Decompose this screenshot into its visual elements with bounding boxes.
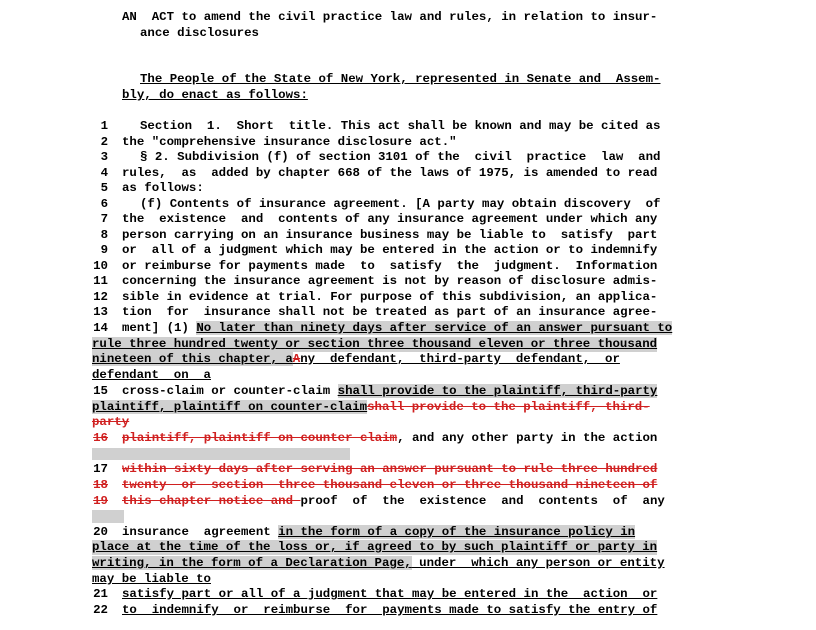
inserted-text-continuation: rule three hundred twenty or section three thousand eleven or three thousand (92, 337, 658, 351)
text-line-7: the existence and contents of any insurance agreement under which any (122, 212, 658, 226)
text-line-3: § 2. Subdivision (f) of section 3101 of the civil practice law and (140, 150, 661, 164)
highlight-block (92, 510, 124, 523)
inserted-text: plaintiff, plaintiff on counter-claim (92, 400, 368, 414)
inserted-text-continuation (92, 352, 620, 367)
line-number: 1 (100, 119, 108, 133)
line-number: 21 (93, 587, 108, 601)
line-number: 7 (100, 212, 108, 226)
text-segment: under which any person or entity (411, 556, 665, 570)
enacting-clause-line-1: The People of the State of New York, represented in Senate and Assem- (140, 72, 661, 86)
text-line-1: Section 1. Short title. This act shall be known and may be cited as (140, 119, 661, 133)
line-number: 10 (93, 259, 108, 273)
inserted-text-continuation (92, 556, 665, 571)
bill-title-line-1: AN ACT to amend the civil practice law and rules, in relation to insur- (122, 10, 658, 24)
line-number: 11 (93, 274, 108, 288)
text-line-11: concerning the insurance agreement is not by reason of disclosure admis- (122, 274, 658, 288)
text-line-22: to indemnify or reimburse for payments made to satisfy the entry of (122, 603, 658, 617)
text-line-9: or all of a judgment which may be entered in the action or to indemnify (122, 243, 658, 257)
inserted-text: ny defendant, third-party defendant, or (300, 352, 620, 366)
deleted-text: shall provide to the plaintiff, third- (367, 400, 650, 414)
text-line-15-continuation (92, 400, 650, 415)
line-number: 6 (100, 197, 108, 211)
text-segment: ment] (1) (122, 321, 197, 335)
text-line-2: the "comprehensive insurance disclosure act." (122, 135, 457, 149)
deleted-text: this chapter notice and (122, 494, 301, 508)
text-line-4: rules, as added by chapter 668 of the laws of 1975, is amended to read (122, 166, 658, 180)
line-number: 19 (93, 494, 108, 508)
line-number: 18 (93, 478, 108, 492)
text-line-21: satisfy part or all of a judgment that may be entered in the action or (122, 587, 658, 601)
text-segment: , and any other party in the action (397, 431, 658, 445)
text-line-8: person carrying on an insurance business may be liable to satisfy part (122, 228, 658, 242)
inserted-text: writing, in the form of a Declaration Page, (92, 556, 412, 570)
line-number: 13 (93, 305, 108, 319)
deleted-text: plaintiff, plaintiff on counter claim (122, 431, 398, 445)
text-line-12: sible in evidence at trial. For purpose of this subdivision, an applica- (122, 290, 658, 304)
text-line-14 (122, 321, 672, 336)
deleted-text: A (292, 352, 301, 366)
bill-title-line-2: ance disclosures (140, 26, 259, 40)
line-number: 2 (100, 135, 108, 149)
line-number: 5 (100, 181, 108, 195)
text-line-13: tion for insurance shall not be treated as part of an insurance agree- (122, 305, 658, 319)
inserted-text: in the form of a copy of the insurance policy in (278, 525, 636, 539)
inserted-text: No later than ninety days after service of an answer pursuant to (196, 321, 673, 335)
line-number: 22 (93, 603, 108, 617)
enacting-clause-line-2: bly, do enact as follows: (122, 88, 308, 102)
line-number: 15 (93, 384, 108, 398)
inserted-text-continuation: place at the time of the loss or, if agreed to by such plaintiff or party in (92, 540, 658, 554)
line-number: 17 (93, 462, 108, 476)
line-number: 12 (93, 290, 108, 304)
line-number: 4 (100, 166, 108, 180)
text-segment: proof of the existence and contents of any (300, 494, 665, 508)
line-number: 3 (100, 150, 108, 164)
inserted-text-continuation: may be liable to (92, 572, 211, 586)
text-line-18: twenty or section three thousand eleven or three thousand nineteen of (122, 478, 658, 492)
inserted-text: shall provide to the plaintiff, third-party (337, 384, 658, 398)
highlight-block (92, 448, 350, 460)
text-line-10: or reimburse for payments made to satisfy the judgment. Information (122, 259, 658, 273)
line-number: 14 (93, 321, 108, 335)
text-line-20 (122, 525, 635, 540)
text-line-16 (122, 431, 657, 446)
line-number: 8 (100, 228, 108, 242)
text-line-19 (122, 494, 665, 509)
deleted-text: party (92, 415, 130, 429)
line-number: 16 (93, 431, 108, 445)
line-number: 20 (93, 525, 108, 539)
line-number: 9 (100, 243, 108, 257)
inserted-text: nineteen of this chapter, a (92, 352, 293, 366)
text-segment: cross-claim or counter-claim (122, 384, 338, 398)
text-line-5: as follows: (122, 181, 204, 195)
text-segment: insurance agreement (122, 525, 279, 539)
text-line-6: (f) Contents of insurance agreement. [A party may obtain discovery of (140, 197, 661, 211)
text-line-17: within sixty days after serving an answer pursuant to rule three hundred (122, 462, 658, 476)
inserted-text-continuation: defendant on a (92, 368, 211, 382)
text-line-15 (122, 384, 657, 399)
